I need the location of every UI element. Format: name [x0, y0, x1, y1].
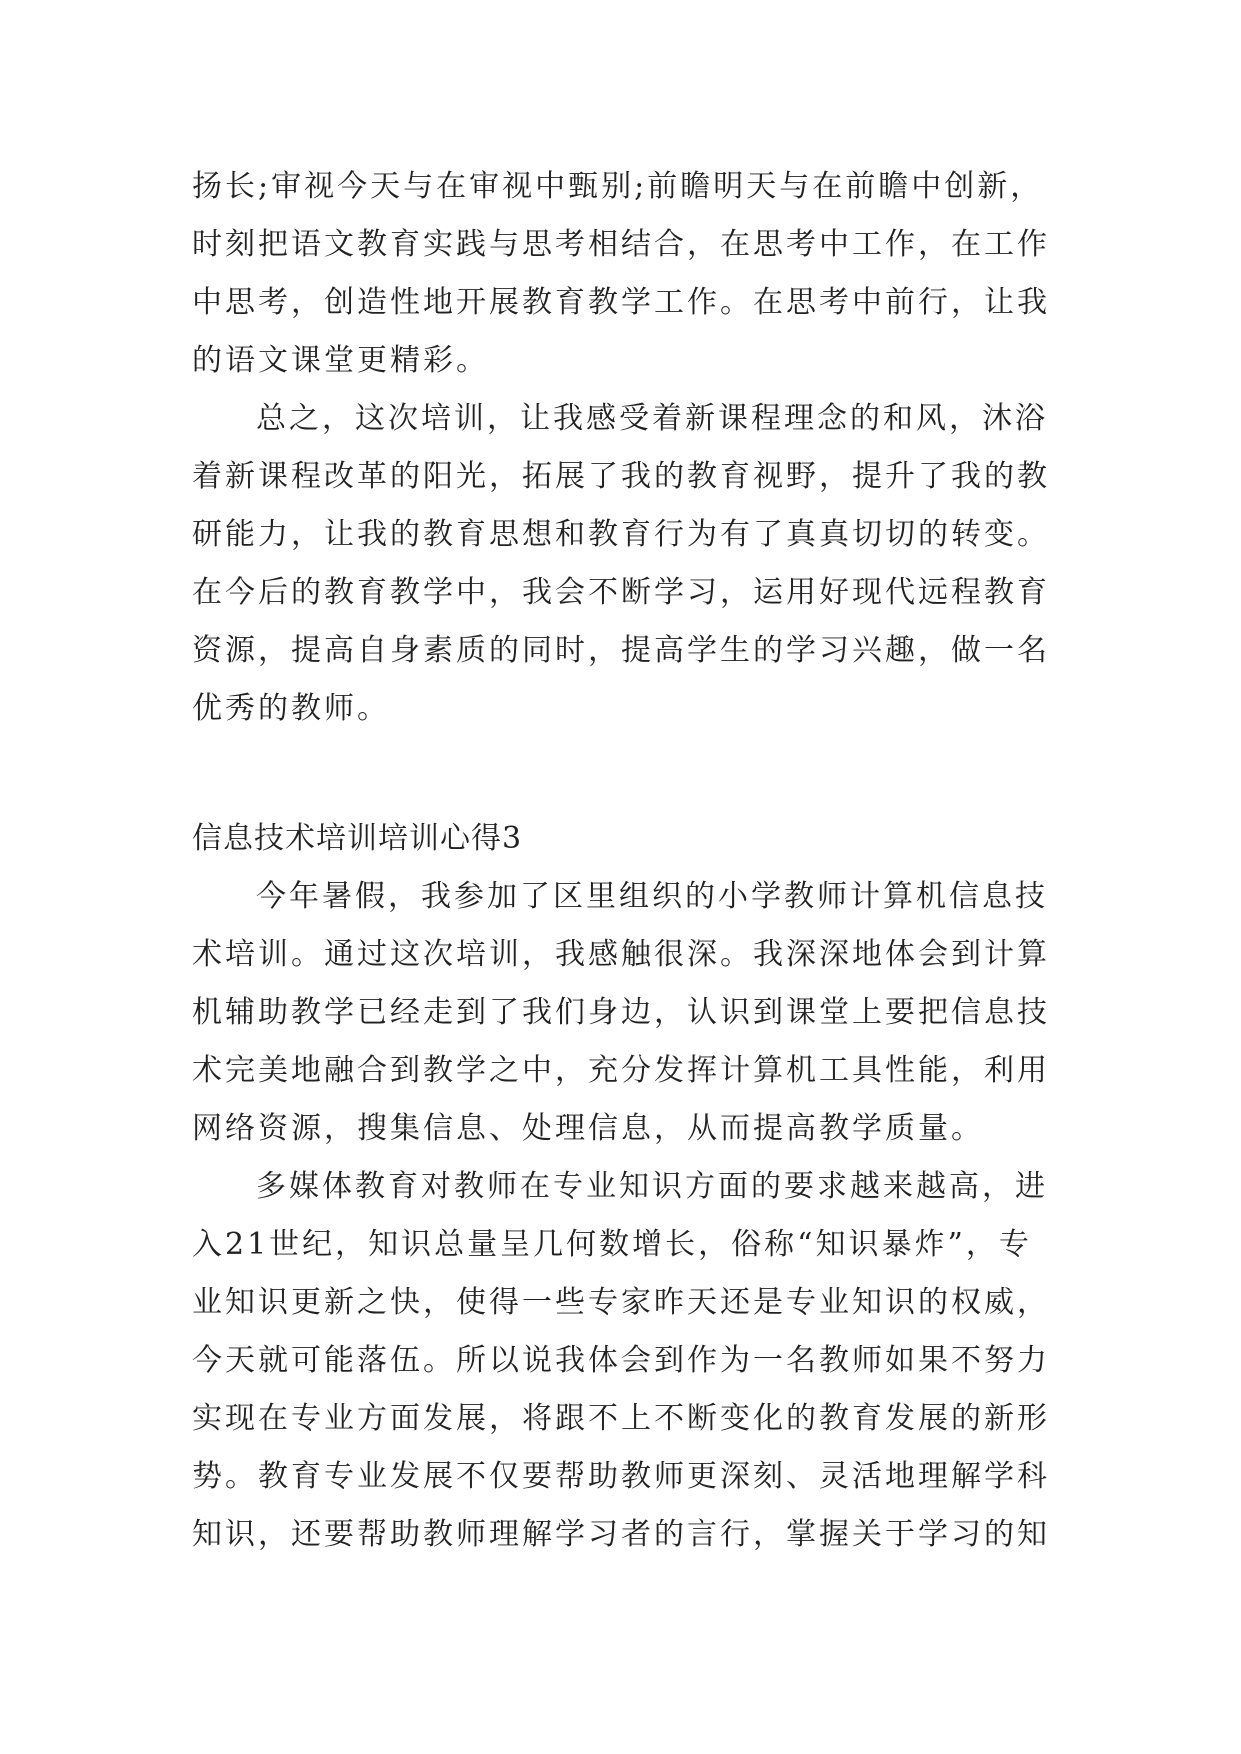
previous-section-paragraph-1	[192, 158, 1072, 390]
text-line: 势。教育专业发展不仅要帮助教师更深刻、灵活地理解学科	[192, 1459, 1050, 1494]
text-line: 入21世纪，知识总量呈几何数增长，俗称“知识暴炸”，专	[192, 1227, 1032, 1262]
text-line: 着新课程改革的阳光，拓展了我的教育视野，提升了我的教	[192, 459, 1050, 494]
text-line: 术培训。通过这次培训，我感触很深。我深深地体会到计算	[192, 937, 1050, 972]
text-line: 研能力，让我的教育思想和教育行为有了真真切切的转变。	[192, 517, 1050, 552]
document-page	[192, 158, 1072, 1564]
text-line: 机辅助教学已经走到了我们身边，认识到课堂上要把信息技	[192, 995, 1050, 1030]
text-line: 总之，这次培训，让我感受着新课程理念的和风，沐浴	[256, 401, 1048, 436]
text-line: 业知识更新之快，使得一些专家昨天还是专业知识的权威，	[192, 1285, 1050, 1320]
text-line: 的语文课堂更精彩。	[192, 343, 489, 378]
text-line: 时刻把语文教育实践与思考相结合，在思考中工作，在工作	[192, 227, 1050, 262]
text-line: 今天就可能落伍。所以说我体会到作为一名教师如果不努力	[192, 1343, 1050, 1378]
text-line: 在今后的教育教学中，我会不断学习，运用好现代远程教育	[192, 575, 1050, 610]
text-line: 资源，提高自身素质的同时，提高学生的学习兴趣，做一名	[192, 633, 1050, 668]
section-3-paragraph-2	[192, 1158, 1072, 1564]
text-line: 今年暑假，我参加了区里组织的小学教师计算机信息技	[256, 879, 1048, 914]
text-line: 网络资源，搜集信息、处理信息，从而提高教学质量。	[192, 1111, 984, 1146]
section-spacer	[192, 738, 1072, 810]
text-line: 优秀的教师。	[192, 691, 390, 726]
text-line: 实现在专业方面发展，将跟不上不断变化的教育发展的新形	[192, 1401, 1050, 1436]
text-line: 术完美地融合到教学之中，充分发挥计算机工具性能，利用	[192, 1053, 1050, 1088]
section-heading: 信息技术培训培训心得3	[192, 821, 523, 856]
previous-section-paragraph-2	[192, 390, 1072, 738]
text-line: 多媒体教育对教师在专业知识方面的要求越来越高，进	[256, 1169, 1048, 1204]
section-3-paragraph-1	[192, 868, 1072, 1158]
text-line: 中思考，创造性地开展教育教学工作。在思考中前行，让我	[192, 285, 1050, 320]
text-line: 知识，还要帮助教师理解学习者的言行，掌握关于学习的知	[192, 1517, 1050, 1552]
text-line: 扬长;审视今天与在审视中甄别;前瞻明天与在前瞻中创新，	[192, 169, 1044, 204]
